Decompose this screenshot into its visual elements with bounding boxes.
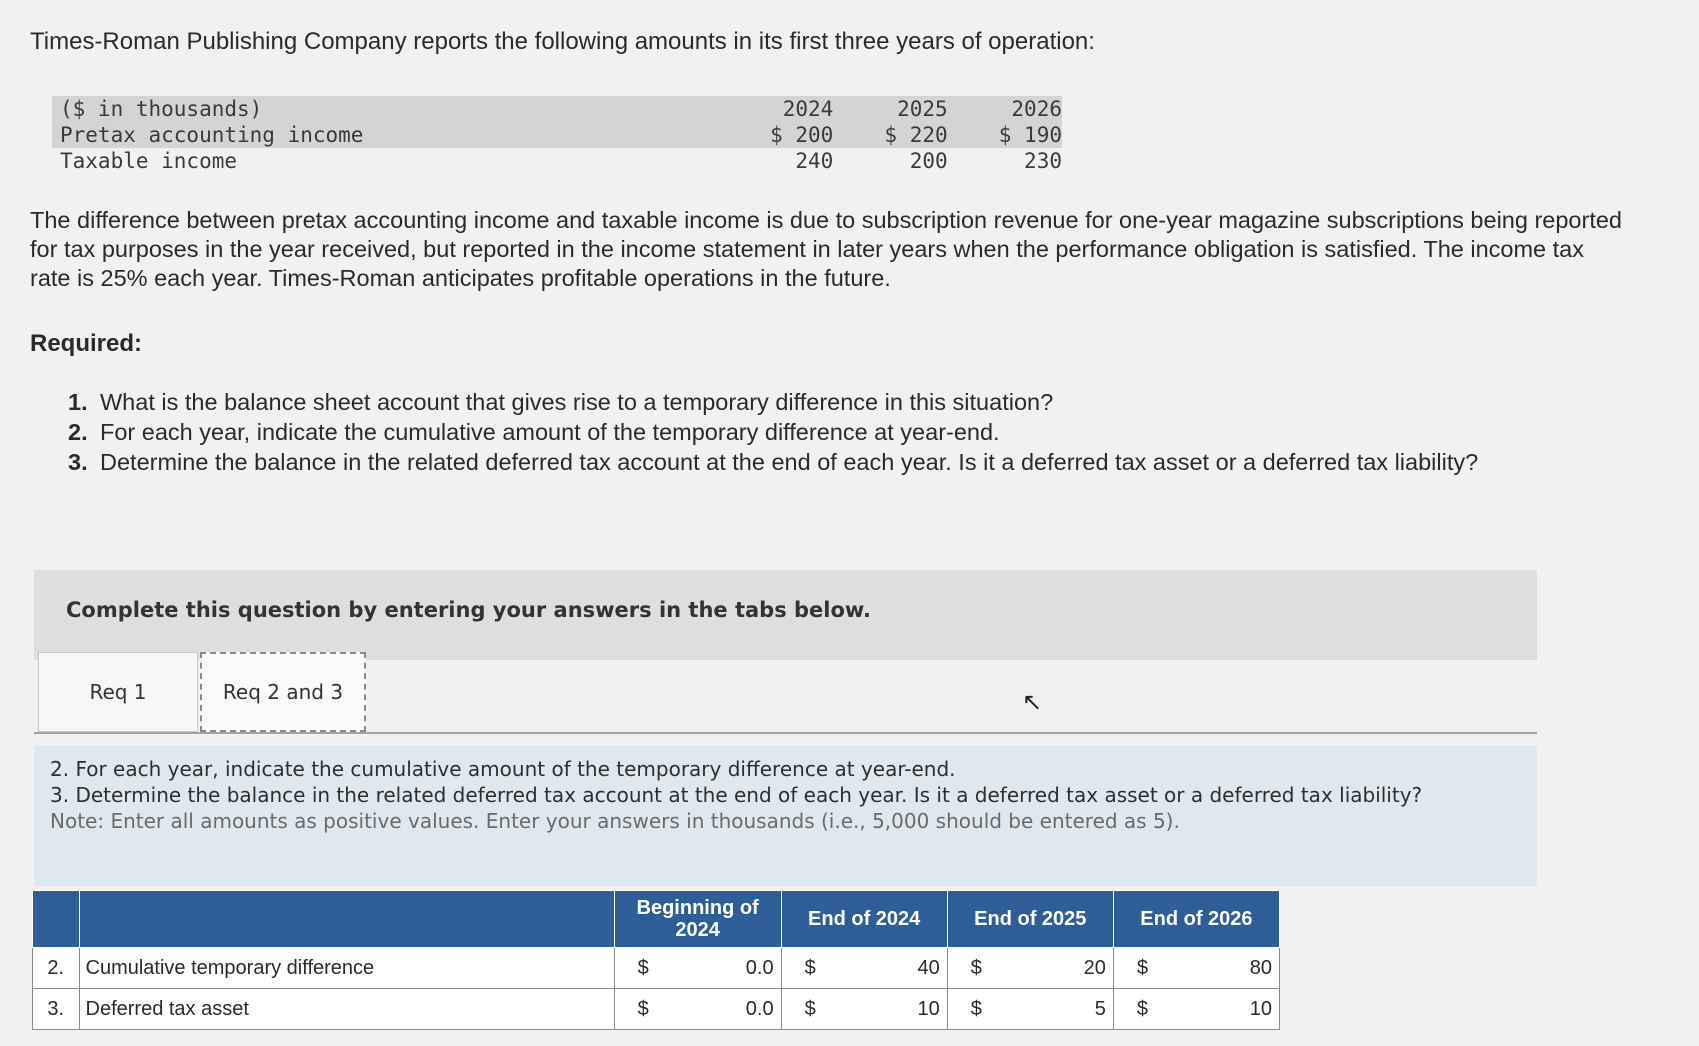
- instruction-note: Note: Enter all amounts as positive values. Enter your answers in thousands (i.e., 5,000 should be entered as 5).: [50, 809, 1180, 833]
- requirement-item: [68, 448, 1588, 476]
- tab-req-2-and-3[interactable]: Req 2 and 3: [200, 652, 366, 732]
- answer-cell[interactable]: [614, 948, 781, 989]
- currency-symbol: $: [970, 956, 982, 979]
- row-label[interactable]: Deferred tax asset: [79, 989, 614, 1030]
- instructions-banner: [34, 570, 1537, 660]
- answer-input[interactable]: 0.0: [745, 997, 774, 1020]
- instruction-line: 2. For each year, indicate the cumulative amount of the temporary difference at year-end.: [50, 757, 956, 781]
- answer-input[interactable]: 40: [917, 956, 940, 979]
- mouse-pointer-icon: ↖: [1022, 689, 1043, 716]
- header-end-2024: End of 2024: [781, 891, 947, 948]
- row-value: 230: [1024, 149, 1062, 173]
- required-heading: Required:: [30, 330, 143, 357]
- answer-input[interactable]: 5: [1094, 997, 1106, 1020]
- currency-symbol: $: [1136, 956, 1148, 979]
- answer-cell[interactable]: [614, 989, 781, 1030]
- problem-description: The difference between pretax accounting income and taxable income is due to subscription revenue for one-year magazine subscriptions being reported for tax purposes in the year received, but reported in the income statement in later years when the performance obligation is satisfied. The income tax rate is 25% each year. Times-Roman anticipates profitable operations in the future.: [30, 207, 1622, 291]
- requirement-text: What is the balance sheet account that gives rise to a temporary difference in this situation?: [100, 389, 1054, 415]
- answer-cell[interactable]: [947, 948, 1113, 989]
- tab-req-1[interactable]: Req 1: [38, 652, 198, 732]
- answer-cell[interactable]: [781, 948, 947, 989]
- row-number: 2.: [33, 948, 80, 989]
- header-beginning-2024: Beginning of 2024: [614, 891, 781, 948]
- answer-input[interactable]: 10: [1249, 997, 1272, 1020]
- answer-table-header-row: [33, 891, 1280, 948]
- intro-text: Times-Roman Publishing Company reports the following amounts in its first three years of operation:: [30, 28, 1095, 55]
- answer-cell[interactable]: [1113, 948, 1279, 989]
- row-value: $ 220: [884, 123, 948, 147]
- answer-cell[interactable]: [781, 989, 947, 1030]
- currency-symbol: $: [1136, 997, 1148, 1020]
- answer-cell[interactable]: [1113, 989, 1279, 1030]
- requirement-number: 2.: [68, 419, 88, 445]
- answer-input[interactable]: 10: [917, 997, 940, 1020]
- year-2026-header: 2026: [1011, 97, 1062, 121]
- row-value: 240: [795, 149, 834, 173]
- instruction-line: 3. Determine the balance in the related deferred tax account at the end of each year. Is it a deferred tax asset or a deferred tax liability?: [50, 783, 1423, 807]
- header-end-2026: End of 2026: [1113, 891, 1279, 948]
- row-value: $ 190: [998, 123, 1062, 147]
- row-value: $ 200: [770, 123, 834, 147]
- complete-question-text: Complete this question by entering your answers in the tabs below.: [66, 598, 871, 622]
- currency-symbol: $: [637, 956, 649, 979]
- data-table-row: [52, 122, 1062, 148]
- answer-input[interactable]: 20: [1083, 956, 1106, 979]
- row-value: 200: [909, 149, 948, 173]
- header-blank: [79, 891, 614, 948]
- table-row: [33, 989, 1280, 1030]
- requirement-item: [68, 418, 1588, 446]
- requirements-list: [68, 388, 1588, 478]
- data-table-header-row: [52, 96, 1062, 122]
- row-label: Pretax accounting income: [60, 123, 364, 147]
- year-2025-header: 2025: [897, 97, 948, 121]
- requirement-number: 3.: [68, 449, 88, 475]
- header-blank: [33, 891, 80, 948]
- requirement-number: 1.: [68, 389, 88, 415]
- currency-symbol: $: [804, 956, 816, 979]
- table-row: [33, 948, 1280, 989]
- row-label: Cumulative temporary difference: [79, 948, 614, 989]
- year-2024-header: 2024: [782, 97, 834, 121]
- tab-instructions: [34, 746, 1537, 886]
- data-table-row: [52, 148, 1062, 174]
- units-label: ($ in thousands): [60, 97, 263, 121]
- currency-symbol: $: [637, 997, 649, 1020]
- requirement-text: Determine the balance in the related deferred tax account at the end of each year. Is it a deferred tax asset or a deferred tax liability?: [100, 449, 1479, 475]
- income-data-table: [52, 96, 1062, 174]
- currency-symbol: $: [970, 997, 982, 1020]
- currency-symbol: $: [804, 997, 816, 1020]
- tab-divider: [34, 732, 1537, 734]
- answer-cell[interactable]: [947, 989, 1113, 1030]
- answer-input[interactable]: 0.0: [745, 956, 774, 979]
- row-label: Taxable income: [60, 149, 238, 173]
- requirement-item: [68, 388, 1588, 416]
- answer-input[interactable]: 80: [1249, 956, 1272, 979]
- requirement-text: For each year, indicate the cumulative amount of the temporary difference at year-end.: [100, 419, 1000, 445]
- answer-table: [32, 890, 1280, 1030]
- header-end-2025: End of 2025: [947, 891, 1113, 948]
- row-number: 3.: [33, 989, 80, 1030]
